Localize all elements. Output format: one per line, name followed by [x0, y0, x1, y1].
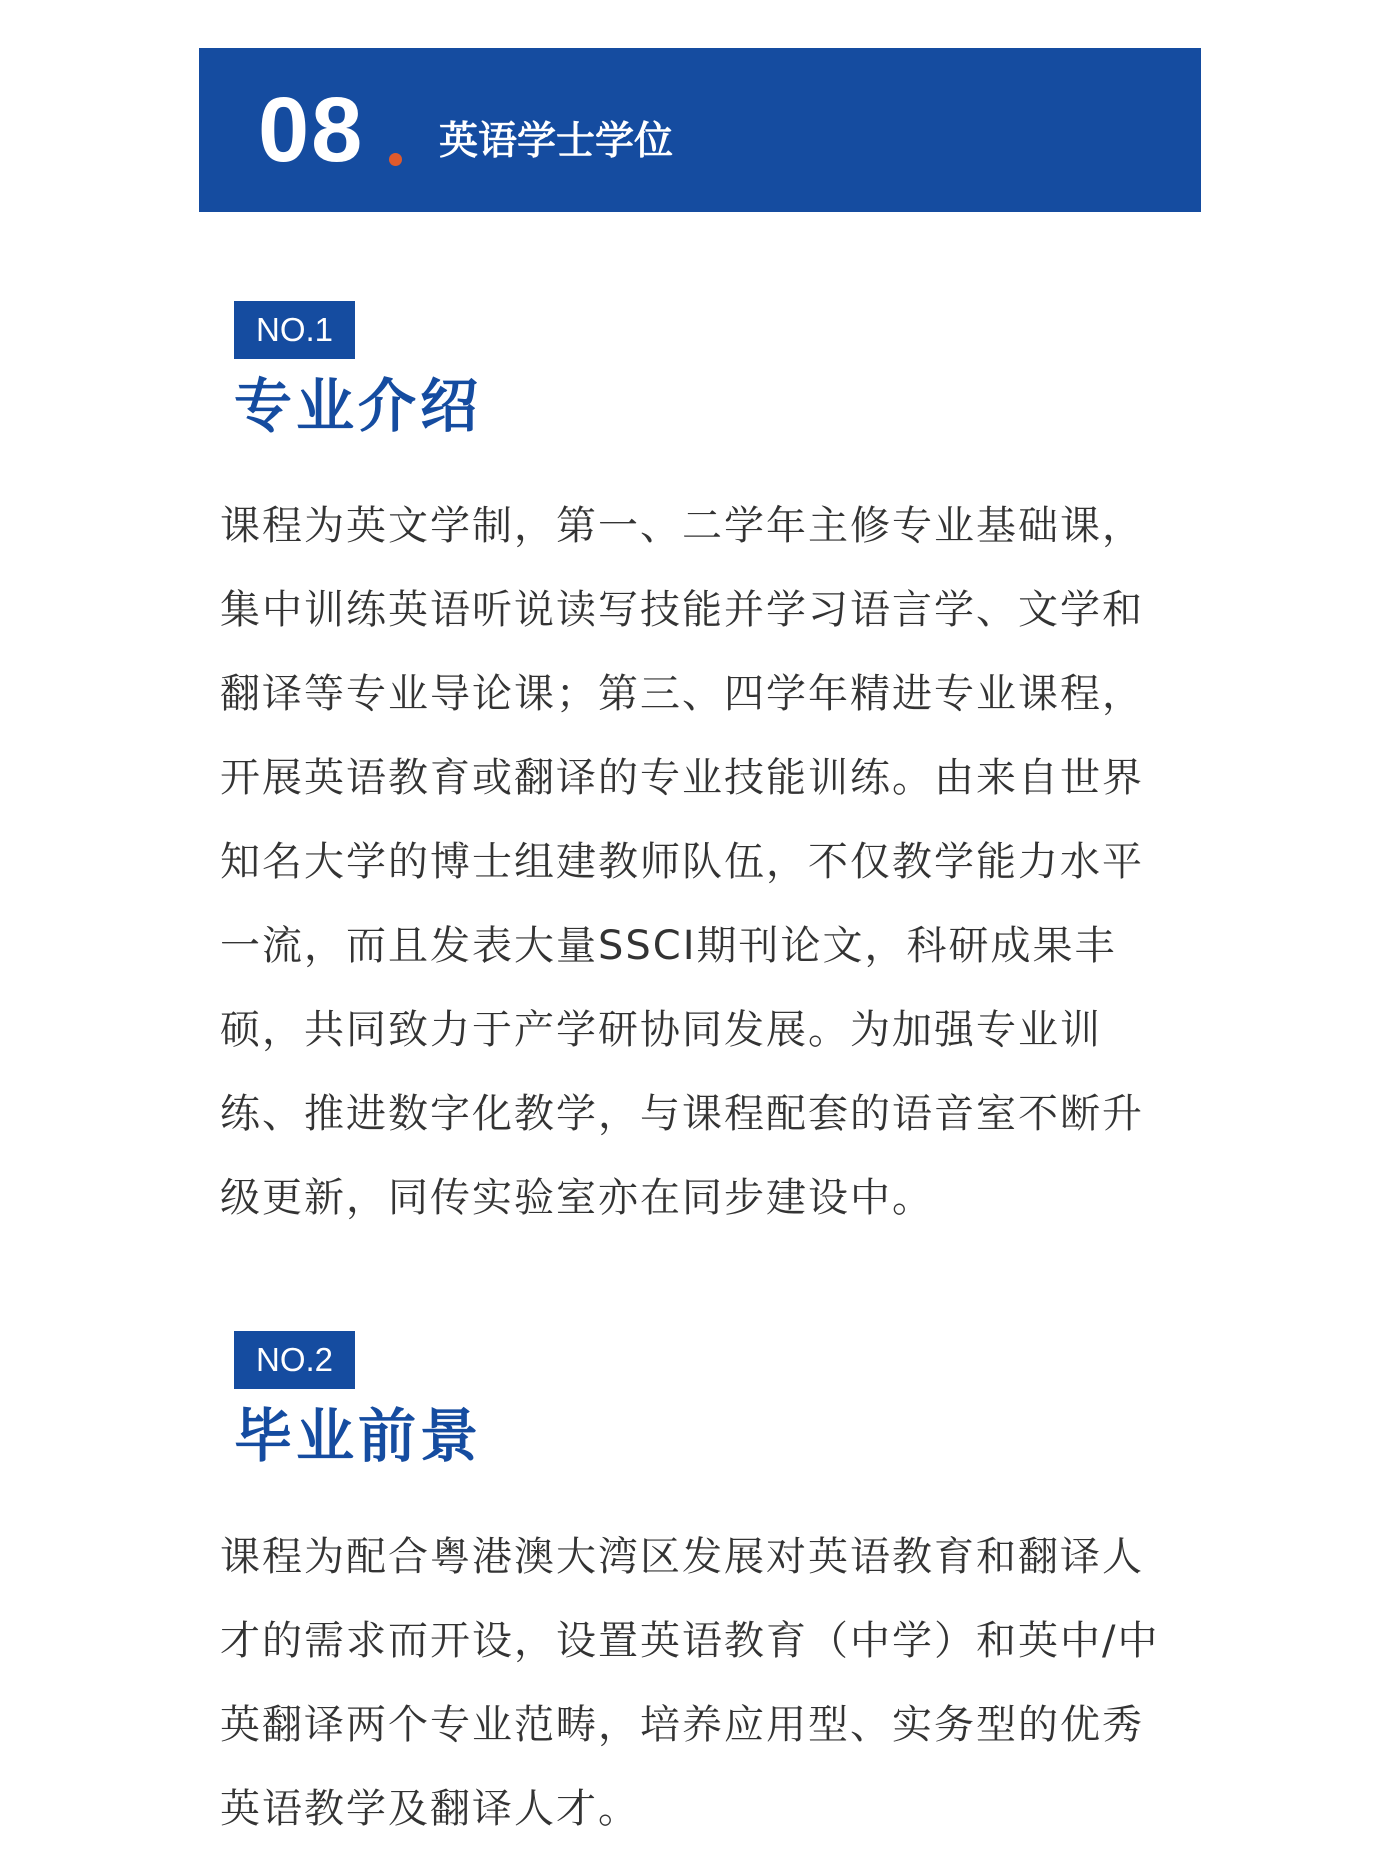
- section-body-2: 课程为配合粤港澳大湾区发展对英语教育和翻译人才的需求而开设，设置英语教育（中学）和英中/中英翻译两个专业范畴，培养应用型、实务型的优秀英语教学及翻译人才。: [220, 1534, 1160, 1832]
- section-heading-1: 专业介绍: [234, 372, 483, 440]
- banner-title: 英语学士学位: [439, 119, 674, 164]
- section-body-1: 课程为英文学制，第一、二学年主修专业基础课，集中训练英语听说读写技能并学习语言学、文学和翻译等专业导论课；第三、四学年精进专业课程，开展英语教育或翻译的专业技能训练。由来自世界知名大学的博士组建教师队伍，不仅教学能力水平一流，而且发表大量SSCI期刊论文，科研成果丰硕，共同致力于产学研协同发展。为加强专业训练、推进数字化教学，与课程配套的语音室不断升级更新，同传实验室亦在同步建设中。: [220, 503, 1144, 1221]
- header-banner: [199, 48, 1201, 212]
- section-tag-2: NO.2: [234, 1331, 355, 1389]
- section-number: 08: [258, 79, 365, 181]
- accent-dot: [389, 153, 402, 166]
- section-heading-2: 毕业前景: [234, 1402, 483, 1470]
- section-tag-1: NO.1: [234, 301, 355, 359]
